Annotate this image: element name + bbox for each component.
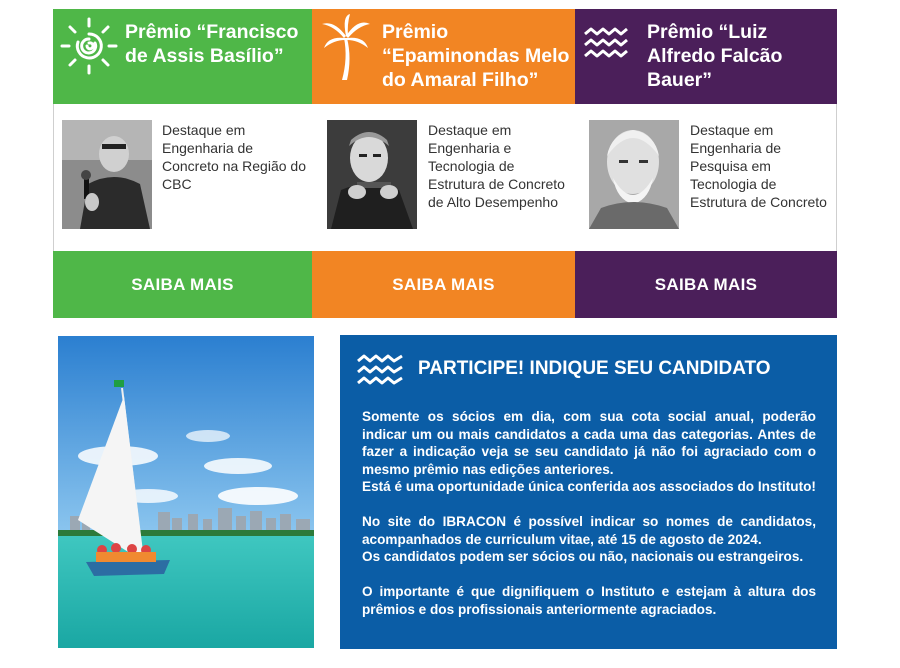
participate-paragraph: Os candidatos podem ser sócios ou não, nacionais ou estrangeiros. (362, 549, 804, 564)
award-body (53, 104, 312, 251)
award-description: Destaque em Engenharia de Concreto na Região do CBC (162, 122, 306, 192)
award-body (575, 104, 837, 251)
saiba-mais-button[interactable]: SAIBA MAIS (53, 251, 312, 318)
award-card-basilio (53, 9, 312, 318)
waves-icon (356, 352, 406, 390)
award-header (312, 9, 575, 104)
award-title: Prêmio “Francisco de Assis Basílio” (125, 21, 299, 67)
award-title: Prêmio “Epaminondas Melo do Amaral Filho” (382, 21, 570, 91)
award-card-amaral (312, 9, 575, 318)
award-description: Destaque em Engenharia de Pesquisa em Tecnologia de Estrutura de Concreto (690, 122, 827, 210)
participate-text (362, 408, 816, 618)
saiba-mais-button[interactable]: SAIBA MAIS (575, 251, 837, 318)
beach-sailboat-photo (58, 336, 314, 648)
award-header (53, 9, 312, 104)
participate-paragraph: Somente os sócios em dia, com sua cota social anual, poderão indicar um ou mais candidatos a cada uma das categorias. Antes de fazer a indicação veja se seu candidato já não foi agraciado com o mesmo prêmio nas edições anteriores. (362, 409, 816, 477)
honoree-photo (327, 120, 417, 229)
award-title: Prêmio “Luiz Alfredo Falcão Bauer” (647, 21, 783, 91)
participate-paragraph: No site do IBRACON é possível indicar so nomes de candidatos, acompanhados de curriculum vitae, até 15 de agosto de 2024. (362, 514, 816, 547)
palm-tree-icon (320, 14, 372, 82)
honoree-photo (589, 120, 679, 229)
award-body (312, 104, 575, 251)
participate-title: PARTICIPE! INDIQUE SEU CANDIDATO (418, 358, 771, 379)
sun-spiral-icon (60, 17, 118, 75)
waves-icon (583, 26, 631, 62)
participate-paragraph: O importante é que dignifiquem o Instituto e estejam à altura dos prêmios e dos profissionais anteriormente agraciados. (362, 584, 816, 617)
participate-paragraph: Está é uma oportunidade única conferida aos associados do Instituto! (362, 479, 816, 494)
saiba-mais-button[interactable]: SAIBA MAIS (312, 251, 575, 318)
award-card-bauer (575, 9, 837, 318)
participate-panel (340, 335, 837, 649)
honoree-photo (62, 120, 152, 229)
award-description: Destaque em Engenharia e Tecnologia de Estrutura de Concreto de Alto Desempenho (428, 122, 565, 210)
award-header (575, 9, 837, 104)
